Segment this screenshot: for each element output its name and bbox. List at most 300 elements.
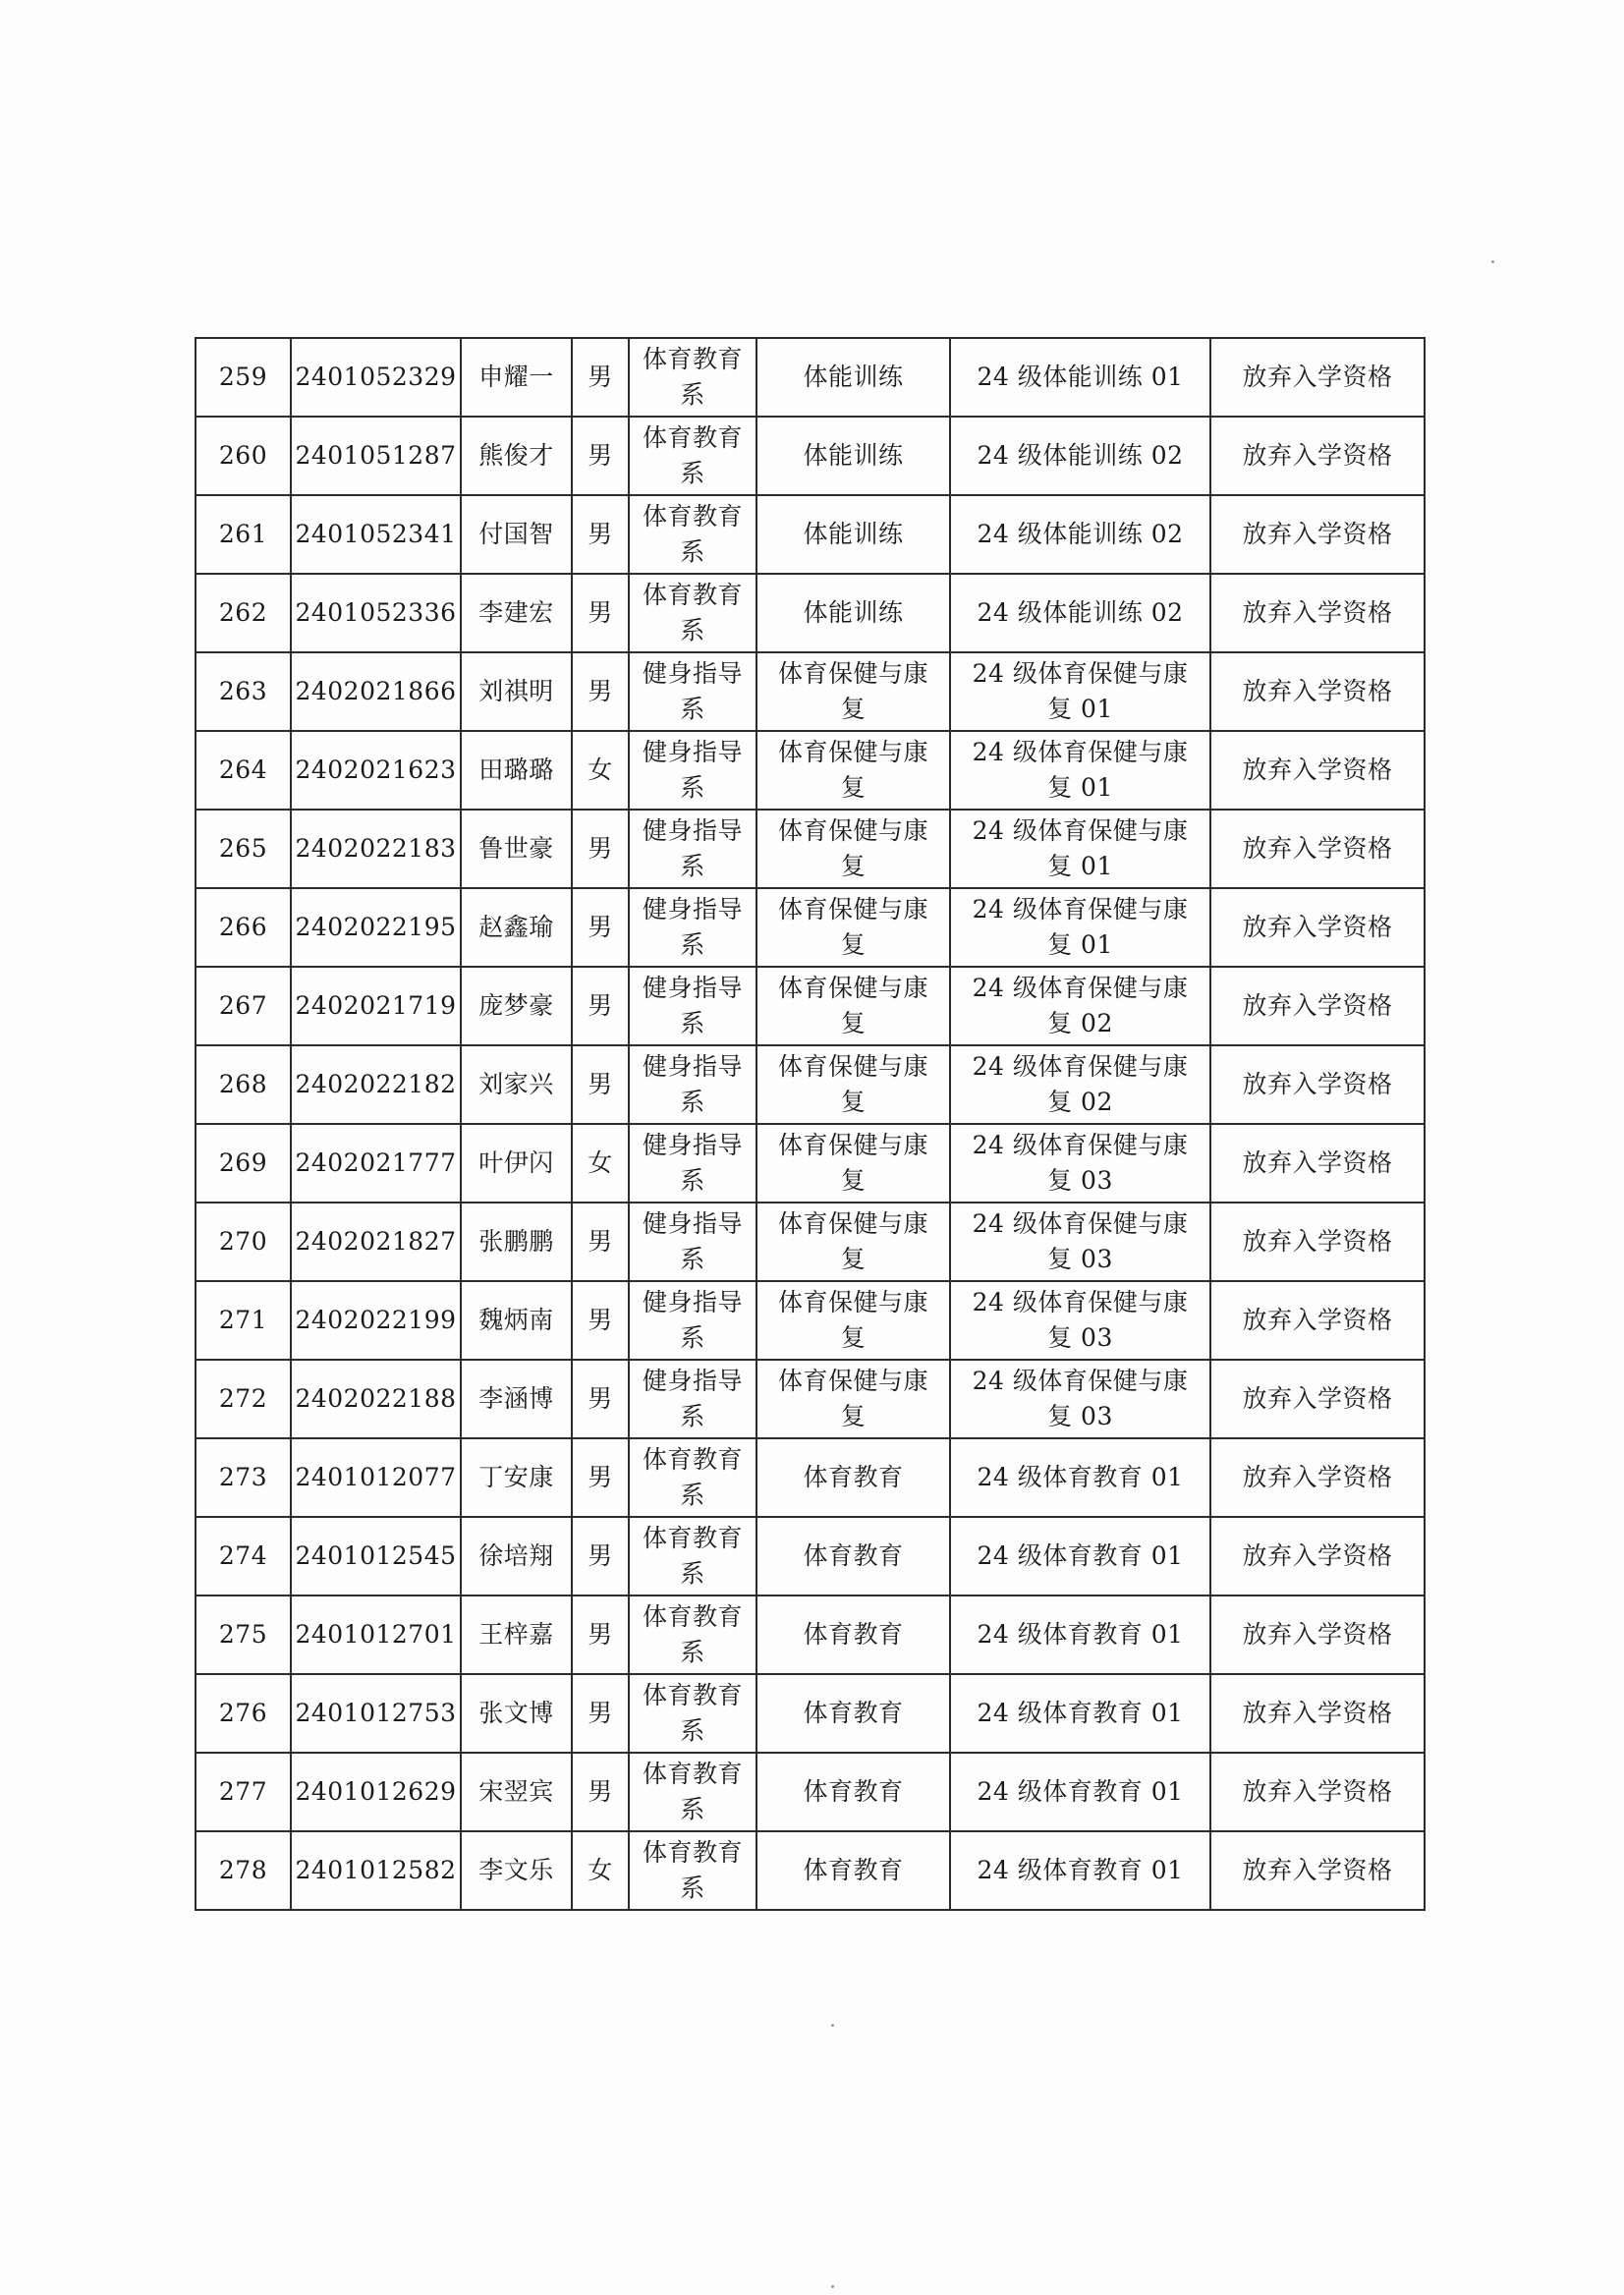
row-number-text: 272 bbox=[218, 1384, 268, 1413]
major-cell bbox=[756, 1517, 950, 1595]
student-id-text: 2401012077 bbox=[295, 1463, 457, 1491]
student-id-text: 2402021623 bbox=[295, 756, 457, 784]
row-number-cell bbox=[196, 810, 291, 888]
department-text: 体育教育系 bbox=[642, 1524, 743, 1588]
row-number-text: 274 bbox=[218, 1541, 268, 1570]
table-row bbox=[196, 810, 1425, 888]
gender-cell bbox=[572, 1124, 629, 1203]
student-id-text: 2402021866 bbox=[295, 677, 457, 705]
major-text: 体育教育 bbox=[803, 1620, 904, 1649]
major-text: 体能训练 bbox=[803, 598, 904, 627]
student-id-text: 2401012582 bbox=[295, 1856, 457, 1884]
student-name-text: 李文乐 bbox=[478, 1856, 554, 1884]
department-cell bbox=[629, 1595, 756, 1674]
row-number-cell bbox=[196, 1753, 291, 1831]
major-cell bbox=[756, 417, 950, 495]
gender-cell bbox=[572, 1203, 629, 1281]
student-name-cell bbox=[461, 1831, 572, 1910]
department-cell bbox=[629, 1203, 756, 1281]
gender-text: 女 bbox=[588, 1148, 613, 1177]
student-name-cell bbox=[461, 574, 572, 652]
status-text: 放弃入学资格 bbox=[1242, 1620, 1393, 1649]
student-name-text: 叶伊闪 bbox=[478, 1148, 554, 1177]
student-name-cell bbox=[461, 1517, 572, 1595]
department-cell bbox=[629, 495, 756, 574]
status-cell bbox=[1210, 338, 1425, 417]
status-cell bbox=[1210, 1045, 1425, 1124]
row-number-cell bbox=[196, 1203, 291, 1281]
row-number-cell bbox=[196, 1281, 291, 1360]
status-text: 放弃入学资格 bbox=[1242, 1227, 1393, 1256]
class-cell bbox=[950, 1203, 1210, 1281]
row-number-cell bbox=[196, 1674, 291, 1753]
class-cell bbox=[950, 1045, 1210, 1124]
row-number-cell bbox=[196, 652, 291, 731]
major-text: 体育保健与康复 bbox=[777, 659, 928, 723]
department-text: 健身指导系 bbox=[642, 738, 743, 802]
row-number-cell bbox=[196, 1045, 291, 1124]
department-text: 健身指导系 bbox=[642, 895, 743, 959]
class-text: 24 级体育保健与康复 03 bbox=[972, 1131, 1189, 1195]
student-id-cell bbox=[291, 1203, 461, 1281]
class-cell bbox=[950, 495, 1210, 574]
gender-cell bbox=[572, 338, 629, 417]
gender-text: 男 bbox=[588, 1620, 613, 1649]
student-id-cell bbox=[291, 888, 461, 967]
class-cell bbox=[950, 1831, 1210, 1910]
status-cell bbox=[1210, 810, 1425, 888]
table-row bbox=[196, 1674, 1425, 1753]
class-cell bbox=[950, 1438, 1210, 1517]
major-text: 体育保健与康复 bbox=[777, 1367, 928, 1430]
gender-text: 女 bbox=[588, 1856, 613, 1884]
department-cell bbox=[629, 652, 756, 731]
status-text: 放弃入学资格 bbox=[1242, 1699, 1393, 1727]
table-row bbox=[196, 888, 1425, 967]
major-cell bbox=[756, 1674, 950, 1753]
student-id-cell bbox=[291, 652, 461, 731]
scan-speck bbox=[831, 2024, 834, 2027]
major-cell bbox=[756, 888, 950, 967]
major-text: 体育保健与康复 bbox=[777, 1052, 928, 1116]
class-cell bbox=[950, 1124, 1210, 1203]
gender-text: 男 bbox=[588, 834, 613, 863]
class-cell bbox=[950, 1281, 1210, 1360]
student-name-cell bbox=[461, 1281, 572, 1360]
department-text: 体育教育系 bbox=[642, 345, 743, 409]
student-id-cell bbox=[291, 967, 461, 1045]
class-text: 24 级体能训练 01 bbox=[977, 363, 1184, 391]
student-id-cell bbox=[291, 1674, 461, 1753]
student-name-text: 李建宏 bbox=[478, 598, 554, 627]
student-name-text: 田璐璐 bbox=[478, 756, 554, 784]
gender-cell bbox=[572, 652, 629, 731]
student-name-text: 鲁世豪 bbox=[478, 834, 554, 863]
student-name-cell bbox=[461, 338, 572, 417]
major-text: 体育教育 bbox=[803, 1699, 904, 1727]
student-id-text: 2401052336 bbox=[295, 598, 457, 627]
gender-cell bbox=[572, 810, 629, 888]
major-cell bbox=[756, 338, 950, 417]
student-id-cell bbox=[291, 1831, 461, 1910]
row-number-text: 275 bbox=[218, 1620, 268, 1649]
student-id-text: 2402022195 bbox=[295, 913, 457, 941]
gender-text: 男 bbox=[588, 991, 613, 1020]
class-text: 24 级体育教育 01 bbox=[977, 1541, 1184, 1570]
student-name-text: 王梓嘉 bbox=[478, 1620, 554, 1649]
student-name-text: 庞梦豪 bbox=[478, 991, 554, 1020]
student-name-cell bbox=[461, 1360, 572, 1438]
major-cell bbox=[756, 495, 950, 574]
student-name-cell bbox=[461, 1045, 572, 1124]
department-cell bbox=[629, 1831, 756, 1910]
student-name-text: 魏炳南 bbox=[478, 1306, 554, 1334]
table-row bbox=[196, 1595, 1425, 1674]
status-cell bbox=[1210, 1674, 1425, 1753]
student-id-text: 2402022183 bbox=[295, 834, 457, 863]
class-text: 24 级体育保健与康复 01 bbox=[972, 659, 1189, 723]
student-name-text: 赵鑫瑜 bbox=[478, 913, 554, 941]
gender-text: 男 bbox=[588, 1306, 613, 1334]
status-cell bbox=[1210, 652, 1425, 731]
class-cell bbox=[950, 810, 1210, 888]
status-text: 放弃入学资格 bbox=[1242, 1777, 1393, 1806]
status-text: 放弃入学资格 bbox=[1242, 1384, 1393, 1413]
major-text: 体育教育 bbox=[803, 1856, 904, 1884]
roster-body bbox=[196, 338, 1425, 1910]
row-number-text: 277 bbox=[218, 1777, 268, 1806]
class-text: 24 级体育教育 01 bbox=[977, 1777, 1184, 1806]
status-cell bbox=[1210, 495, 1425, 574]
student-id-cell bbox=[291, 810, 461, 888]
status-text: 放弃入学资格 bbox=[1242, 1148, 1393, 1177]
row-number-cell bbox=[196, 338, 291, 417]
department-cell bbox=[629, 338, 756, 417]
department-cell bbox=[629, 888, 756, 967]
row-number-text: 269 bbox=[218, 1148, 268, 1177]
row-number-text: 268 bbox=[218, 1070, 268, 1098]
gender-cell bbox=[572, 1517, 629, 1595]
student-name-text: 丁安康 bbox=[478, 1463, 554, 1491]
row-number-cell bbox=[196, 574, 291, 652]
student-name-cell bbox=[461, 1438, 572, 1517]
class-text: 24 级体育保健与康复 01 bbox=[972, 738, 1189, 802]
student-name-cell bbox=[461, 1124, 572, 1203]
department-text: 健身指导系 bbox=[642, 659, 743, 723]
table-row bbox=[196, 1124, 1425, 1203]
row-number-text: 270 bbox=[218, 1227, 268, 1256]
row-number-cell bbox=[196, 731, 291, 810]
status-text: 放弃入学资格 bbox=[1242, 1541, 1393, 1570]
row-number-cell bbox=[196, 1517, 291, 1595]
major-cell bbox=[756, 1595, 950, 1674]
department-cell bbox=[629, 1517, 756, 1595]
student-name-text: 刘家兴 bbox=[478, 1070, 554, 1098]
row-number-text: 263 bbox=[218, 677, 268, 705]
row-number-cell bbox=[196, 967, 291, 1045]
major-cell bbox=[756, 1281, 950, 1360]
class-cell bbox=[950, 1595, 1210, 1674]
major-text: 体育保健与康复 bbox=[777, 1131, 928, 1195]
class-cell bbox=[950, 1360, 1210, 1438]
row-number-text: 278 bbox=[218, 1856, 268, 1884]
student-name-text: 徐培翔 bbox=[478, 1541, 554, 1570]
table-row bbox=[196, 1281, 1425, 1360]
status-text: 放弃入学资格 bbox=[1242, 363, 1393, 391]
student-name-text: 张文博 bbox=[478, 1699, 554, 1727]
department-cell bbox=[629, 574, 756, 652]
table-row bbox=[196, 1438, 1425, 1517]
student-name-cell bbox=[461, 967, 572, 1045]
major-text: 体能训练 bbox=[803, 363, 904, 391]
status-text: 放弃入学资格 bbox=[1242, 1856, 1393, 1884]
row-number-text: 271 bbox=[218, 1306, 268, 1334]
status-text: 放弃入学资格 bbox=[1242, 1463, 1393, 1491]
student-name-text: 熊俊才 bbox=[478, 441, 554, 470]
gender-text: 男 bbox=[588, 677, 613, 705]
major-cell bbox=[756, 1124, 950, 1203]
major-text: 体育教育 bbox=[803, 1777, 904, 1806]
gender-text: 男 bbox=[588, 1227, 613, 1256]
class-cell bbox=[950, 731, 1210, 810]
row-number-cell bbox=[196, 1595, 291, 1674]
student-id-cell bbox=[291, 338, 461, 417]
status-cell bbox=[1210, 1360, 1425, 1438]
student-name-cell bbox=[461, 417, 572, 495]
status-cell bbox=[1210, 731, 1425, 810]
row-number-cell bbox=[196, 1124, 291, 1203]
status-text: 放弃入学资格 bbox=[1242, 677, 1393, 705]
gender-text: 男 bbox=[588, 1384, 613, 1413]
class-text: 24 级体育教育 01 bbox=[977, 1463, 1184, 1491]
class-cell bbox=[950, 1753, 1210, 1831]
class-cell bbox=[950, 652, 1210, 731]
student-name-cell bbox=[461, 1203, 572, 1281]
row-number-text: 262 bbox=[218, 598, 268, 627]
student-id-cell bbox=[291, 1517, 461, 1595]
department-text: 健身指导系 bbox=[642, 1367, 743, 1430]
gender-cell bbox=[572, 1360, 629, 1438]
student-id-cell bbox=[291, 495, 461, 574]
department-cell bbox=[629, 1124, 756, 1203]
department-text: 体育教育系 bbox=[642, 502, 743, 566]
gender-text: 男 bbox=[588, 1463, 613, 1491]
table-row bbox=[196, 652, 1425, 731]
student-name-text: 付国智 bbox=[478, 520, 554, 548]
status-text: 放弃入学资格 bbox=[1242, 834, 1393, 863]
status-cell bbox=[1210, 574, 1425, 652]
student-id-cell bbox=[291, 731, 461, 810]
gender-text: 男 bbox=[588, 1070, 613, 1098]
class-cell bbox=[950, 1674, 1210, 1753]
student-id-cell bbox=[291, 1595, 461, 1674]
status-cell bbox=[1210, 1124, 1425, 1203]
department-text: 体育教育系 bbox=[642, 581, 743, 644]
major-cell bbox=[756, 967, 950, 1045]
status-cell bbox=[1210, 1831, 1425, 1910]
gender-cell bbox=[572, 888, 629, 967]
gender-cell bbox=[572, 574, 629, 652]
row-number-cell bbox=[196, 1438, 291, 1517]
student-id-text: 2402022182 bbox=[295, 1070, 457, 1098]
status-cell bbox=[1210, 1438, 1425, 1517]
scan-speck bbox=[831, 2285, 834, 2288]
student-id-text: 2401052341 bbox=[295, 520, 457, 548]
row-number-cell bbox=[196, 417, 291, 495]
student-id-text: 2402021777 bbox=[295, 1148, 457, 1177]
major-text: 体育保健与康复 bbox=[777, 1288, 928, 1352]
status-cell bbox=[1210, 967, 1425, 1045]
student-name-text: 宋翌宾 bbox=[478, 1777, 554, 1806]
row-number-text: 265 bbox=[218, 834, 268, 863]
student-id-cell bbox=[291, 1045, 461, 1124]
class-cell bbox=[950, 967, 1210, 1045]
student-id-text: 2401051287 bbox=[295, 441, 457, 470]
status-cell bbox=[1210, 888, 1425, 967]
gender-cell bbox=[572, 1281, 629, 1360]
department-text: 健身指导系 bbox=[642, 1131, 743, 1195]
row-number-cell bbox=[196, 495, 291, 574]
student-name-cell bbox=[461, 495, 572, 574]
table-row bbox=[196, 338, 1425, 417]
class-text: 24 级体育保健与康复 01 bbox=[972, 816, 1189, 880]
major-cell bbox=[756, 1360, 950, 1438]
student-name-cell bbox=[461, 888, 572, 967]
class-text: 24 级体能训练 02 bbox=[977, 520, 1184, 548]
status-text: 放弃入学资格 bbox=[1242, 520, 1393, 548]
table-row bbox=[196, 495, 1425, 574]
class-text: 24 级体育保健与康复 02 bbox=[972, 1052, 1189, 1116]
table-row bbox=[196, 417, 1425, 495]
department-cell bbox=[629, 417, 756, 495]
department-text: 健身指导系 bbox=[642, 1052, 743, 1116]
table-row bbox=[196, 1203, 1425, 1281]
row-number-text: 273 bbox=[218, 1463, 268, 1491]
class-cell bbox=[950, 574, 1210, 652]
department-text: 体育教育系 bbox=[642, 1445, 743, 1509]
major-cell bbox=[756, 1753, 950, 1831]
student-id-cell bbox=[291, 1281, 461, 1360]
row-number-cell bbox=[196, 1831, 291, 1910]
student-id-cell bbox=[291, 574, 461, 652]
major-cell bbox=[756, 731, 950, 810]
student-id-text: 2402021719 bbox=[295, 991, 457, 1020]
major-cell bbox=[756, 1203, 950, 1281]
student-name-text: 张鹏鹏 bbox=[478, 1227, 554, 1256]
major-text: 体育保健与康复 bbox=[777, 738, 928, 802]
department-text: 体育教育系 bbox=[642, 1602, 743, 1666]
student-id-cell bbox=[291, 1438, 461, 1517]
table-row bbox=[196, 967, 1425, 1045]
table-row bbox=[196, 1831, 1425, 1910]
status-text: 放弃入学资格 bbox=[1242, 598, 1393, 627]
status-cell bbox=[1210, 1517, 1425, 1595]
department-cell bbox=[629, 1674, 756, 1753]
department-text: 体育教育系 bbox=[642, 1760, 743, 1823]
row-number-cell bbox=[196, 888, 291, 967]
class-text: 24 级体育教育 01 bbox=[977, 1620, 1184, 1649]
class-cell bbox=[950, 888, 1210, 967]
major-text: 体育保健与康复 bbox=[777, 1209, 928, 1273]
gender-text: 男 bbox=[588, 1777, 613, 1806]
student-id-text: 2401012701 bbox=[295, 1620, 457, 1649]
major-text: 体育保健与康复 bbox=[777, 816, 928, 880]
class-text: 24 级体育保健与康复 01 bbox=[972, 895, 1189, 959]
student-roster-table bbox=[195, 337, 1426, 1911]
major-text: 体育保健与康复 bbox=[777, 974, 928, 1037]
department-text: 健身指导系 bbox=[642, 816, 743, 880]
department-cell bbox=[629, 967, 756, 1045]
student-name-cell bbox=[461, 810, 572, 888]
row-number-text: 261 bbox=[218, 520, 268, 548]
student-id-cell bbox=[291, 1753, 461, 1831]
department-text: 体育教育系 bbox=[642, 1838, 743, 1902]
row-number-text: 276 bbox=[218, 1699, 268, 1727]
class-text: 24 级体育教育 01 bbox=[977, 1856, 1184, 1884]
major-text: 体能训练 bbox=[803, 441, 904, 470]
student-name-text: 申耀一 bbox=[478, 363, 554, 391]
major-text: 体能训练 bbox=[803, 520, 904, 548]
row-number-cell bbox=[196, 1360, 291, 1438]
gender-cell bbox=[572, 417, 629, 495]
major-cell bbox=[756, 1831, 950, 1910]
student-id-text: 2401012629 bbox=[295, 1777, 457, 1806]
class-text: 24 级体能训练 02 bbox=[977, 441, 1184, 470]
student-name-cell bbox=[461, 1595, 572, 1674]
department-cell bbox=[629, 1438, 756, 1517]
gender-cell bbox=[572, 1674, 629, 1753]
table-row bbox=[196, 574, 1425, 652]
class-cell bbox=[950, 1517, 1210, 1595]
gender-cell bbox=[572, 1831, 629, 1910]
row-number-text: 266 bbox=[218, 913, 268, 941]
major-cell bbox=[756, 1045, 950, 1124]
row-number-text: 267 bbox=[218, 991, 268, 1020]
row-number-text: 259 bbox=[218, 363, 268, 391]
gender-text: 男 bbox=[588, 913, 613, 941]
student-name-cell bbox=[461, 1753, 572, 1831]
student-id-text: 2402022188 bbox=[295, 1384, 457, 1413]
student-id-text: 2401012753 bbox=[295, 1699, 457, 1727]
status-text: 放弃入学资格 bbox=[1242, 1306, 1393, 1334]
status-text: 放弃入学资格 bbox=[1242, 756, 1393, 784]
status-cell bbox=[1210, 1753, 1425, 1831]
student-name-cell bbox=[461, 652, 572, 731]
major-text: 体育保健与康复 bbox=[777, 895, 928, 959]
class-text: 24 级体育保健与康复 03 bbox=[972, 1288, 1189, 1352]
gender-text: 男 bbox=[588, 1699, 613, 1727]
student-name-text: 刘祺明 bbox=[478, 677, 554, 705]
gender-cell bbox=[572, 731, 629, 810]
major-cell bbox=[756, 810, 950, 888]
row-number-text: 260 bbox=[218, 441, 268, 470]
status-cell bbox=[1210, 1595, 1425, 1674]
status-cell bbox=[1210, 417, 1425, 495]
major-cell bbox=[756, 574, 950, 652]
student-name-cell bbox=[461, 731, 572, 810]
status-cell bbox=[1210, 1281, 1425, 1360]
major-cell bbox=[756, 652, 950, 731]
table-row bbox=[196, 1360, 1425, 1438]
student-id-text: 2402021827 bbox=[295, 1227, 457, 1256]
student-id-cell bbox=[291, 417, 461, 495]
student-id-cell bbox=[291, 1360, 461, 1438]
gender-cell bbox=[572, 967, 629, 1045]
department-cell bbox=[629, 1045, 756, 1124]
department-cell bbox=[629, 1360, 756, 1438]
class-text: 24 级体育保健与康复 03 bbox=[972, 1367, 1189, 1430]
gender-cell bbox=[572, 1438, 629, 1517]
